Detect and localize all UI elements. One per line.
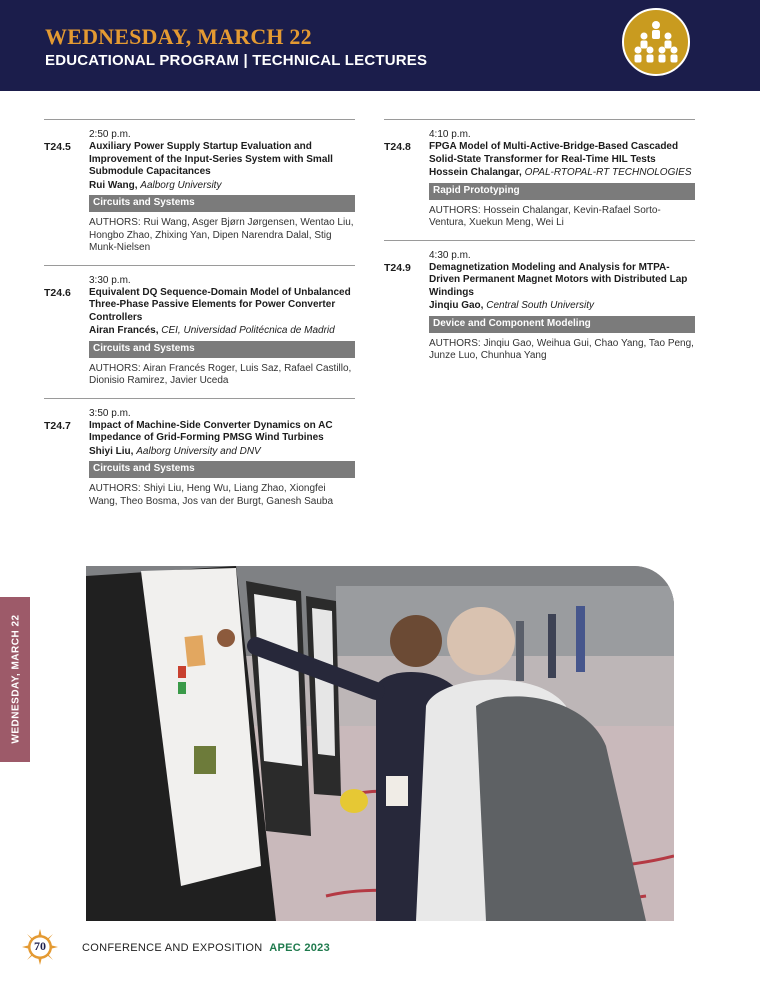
session-code: T24.7 [44, 419, 71, 432]
conference-photo [86, 566, 674, 921]
session-authors: AUTHORS: Rui Wang, Asger Bjørn Jørgensen, Wentao Liu, Hongbo Zhao, Zhixing Yan, Dipen Narendra Dalal, Stig Munk-Nielsen [89, 217, 354, 253]
session-authors: AUTHORS: Shiyi Liu, Heng Wu, Liang Zhao, Xiongfei Wang, Theo Bosma, Jos van der Burgt, Ganesh Sauba [89, 483, 334, 507]
session-presenter [89, 180, 355, 193]
audience-icon [622, 8, 690, 76]
session-code: T24.9 [384, 261, 411, 274]
left-column [44, 119, 355, 518]
session-t24-9 [384, 240, 695, 363]
presenter-name: Airan Francés, [89, 325, 159, 336]
session-title: Auxiliary Power Supply Startup Evaluation and Improvement of the Input-Series System with Small Submodule Capacitances [89, 141, 333, 177]
presenter-affiliation: CEI, Universidad Politécnica de Madrid [161, 325, 335, 336]
session-time: 4:10 p.m. [429, 129, 471, 140]
side-date-tab [0, 597, 30, 762]
session-title: Demagnetization Modeling and Analysis for MTPA-Driven Permanent Magnet Motors with Distributed Lap Windings [429, 261, 688, 298]
session-code: T24.5 [44, 141, 71, 153]
track-label: Circuits and Systems [89, 341, 355, 358]
side-tab-label: WEDNESDAY, MARCH 22 [10, 614, 22, 744]
presenter-affiliation: OPAL-RTOPAL-RT TECHNOLOGIES [524, 167, 692, 178]
session-presenter [89, 325, 355, 338]
presenter-affiliation: Aalborg University [140, 179, 222, 191]
header-subtitle: EDUCATIONAL PROGRAM | TECHNICAL LECTURES [45, 52, 428, 69]
footer-event: APEC 2023 [269, 942, 330, 954]
page-header [0, 0, 760, 91]
session-code: T24.6 [44, 286, 71, 299]
session-time: 2:50 p.m. [89, 129, 131, 140]
session-presenter [429, 167, 695, 180]
session-t24-5 [44, 119, 355, 255]
track-label: Device and Component Modeling [429, 316, 695, 333]
presenter-name: Jinqiu Gao, [429, 300, 484, 311]
session-title: FPGA Model of Multi-Active-Bridge-Based Cascaded Solid-State Transformer for Real-Time HIL Tests [429, 141, 679, 165]
presenter-name: Rui Wang, [89, 179, 138, 191]
header-day: WEDNESDAY, MARCH 22 [45, 24, 312, 49]
session-code: T24.8 [384, 141, 411, 153]
presenter-name: Hossein Chalangar, [429, 167, 522, 178]
presenter-affiliation: Central South University [486, 300, 595, 311]
session-time: 4:30 p.m. [429, 249, 471, 261]
session-authors: AUTHORS: Jinqiu Gao, Weihua Gui, Chao Yang, Tao Peng, Junze Luo, Chunhua Yang [429, 337, 694, 361]
session-authors: AUTHORS: Airan Francés Roger, Luis Saz, Rafael Castillo, Dionisio Ramirez, Javier Uceda [89, 362, 352, 386]
footer-conference-name: CONFERENCE AND EXPOSITION [82, 942, 263, 954]
track-label: Circuits and Systems [89, 461, 355, 478]
session-time: 3:30 p.m. [89, 274, 131, 286]
track-label: Rapid Prototyping [429, 183, 695, 200]
presenter-affiliation: Aalborg University and DNV [136, 445, 261, 457]
session-authors: AUTHORS: Hossein Chalangar, Kevin-Rafael Sorto-Ventura, Xuekun Meng, Wei Li [429, 204, 661, 228]
track-label: Circuits and Systems [89, 195, 355, 212]
session-presenter [429, 300, 695, 313]
footer-conference [82, 942, 330, 954]
session-t24-7 [44, 398, 355, 509]
session-presenter [89, 446, 355, 459]
presenter-name: Shiyi Liu, [89, 445, 134, 457]
session-title: Impact of Machine-Side Converter Dynamics on AC Impedance of Grid-Forming PMSG Wind Turbines [89, 419, 333, 443]
session-t24-6 [44, 265, 355, 388]
session-title: Equivalent DQ Sequence-Domain Model of Unbalanced Three-Phase Passive Elements for Power Converter Controllers [89, 286, 351, 323]
right-column [384, 119, 695, 373]
session-t24-8 [384, 119, 695, 230]
page-number: 70 [34, 939, 46, 953]
session-time: 3:50 p.m. [89, 407, 131, 419]
